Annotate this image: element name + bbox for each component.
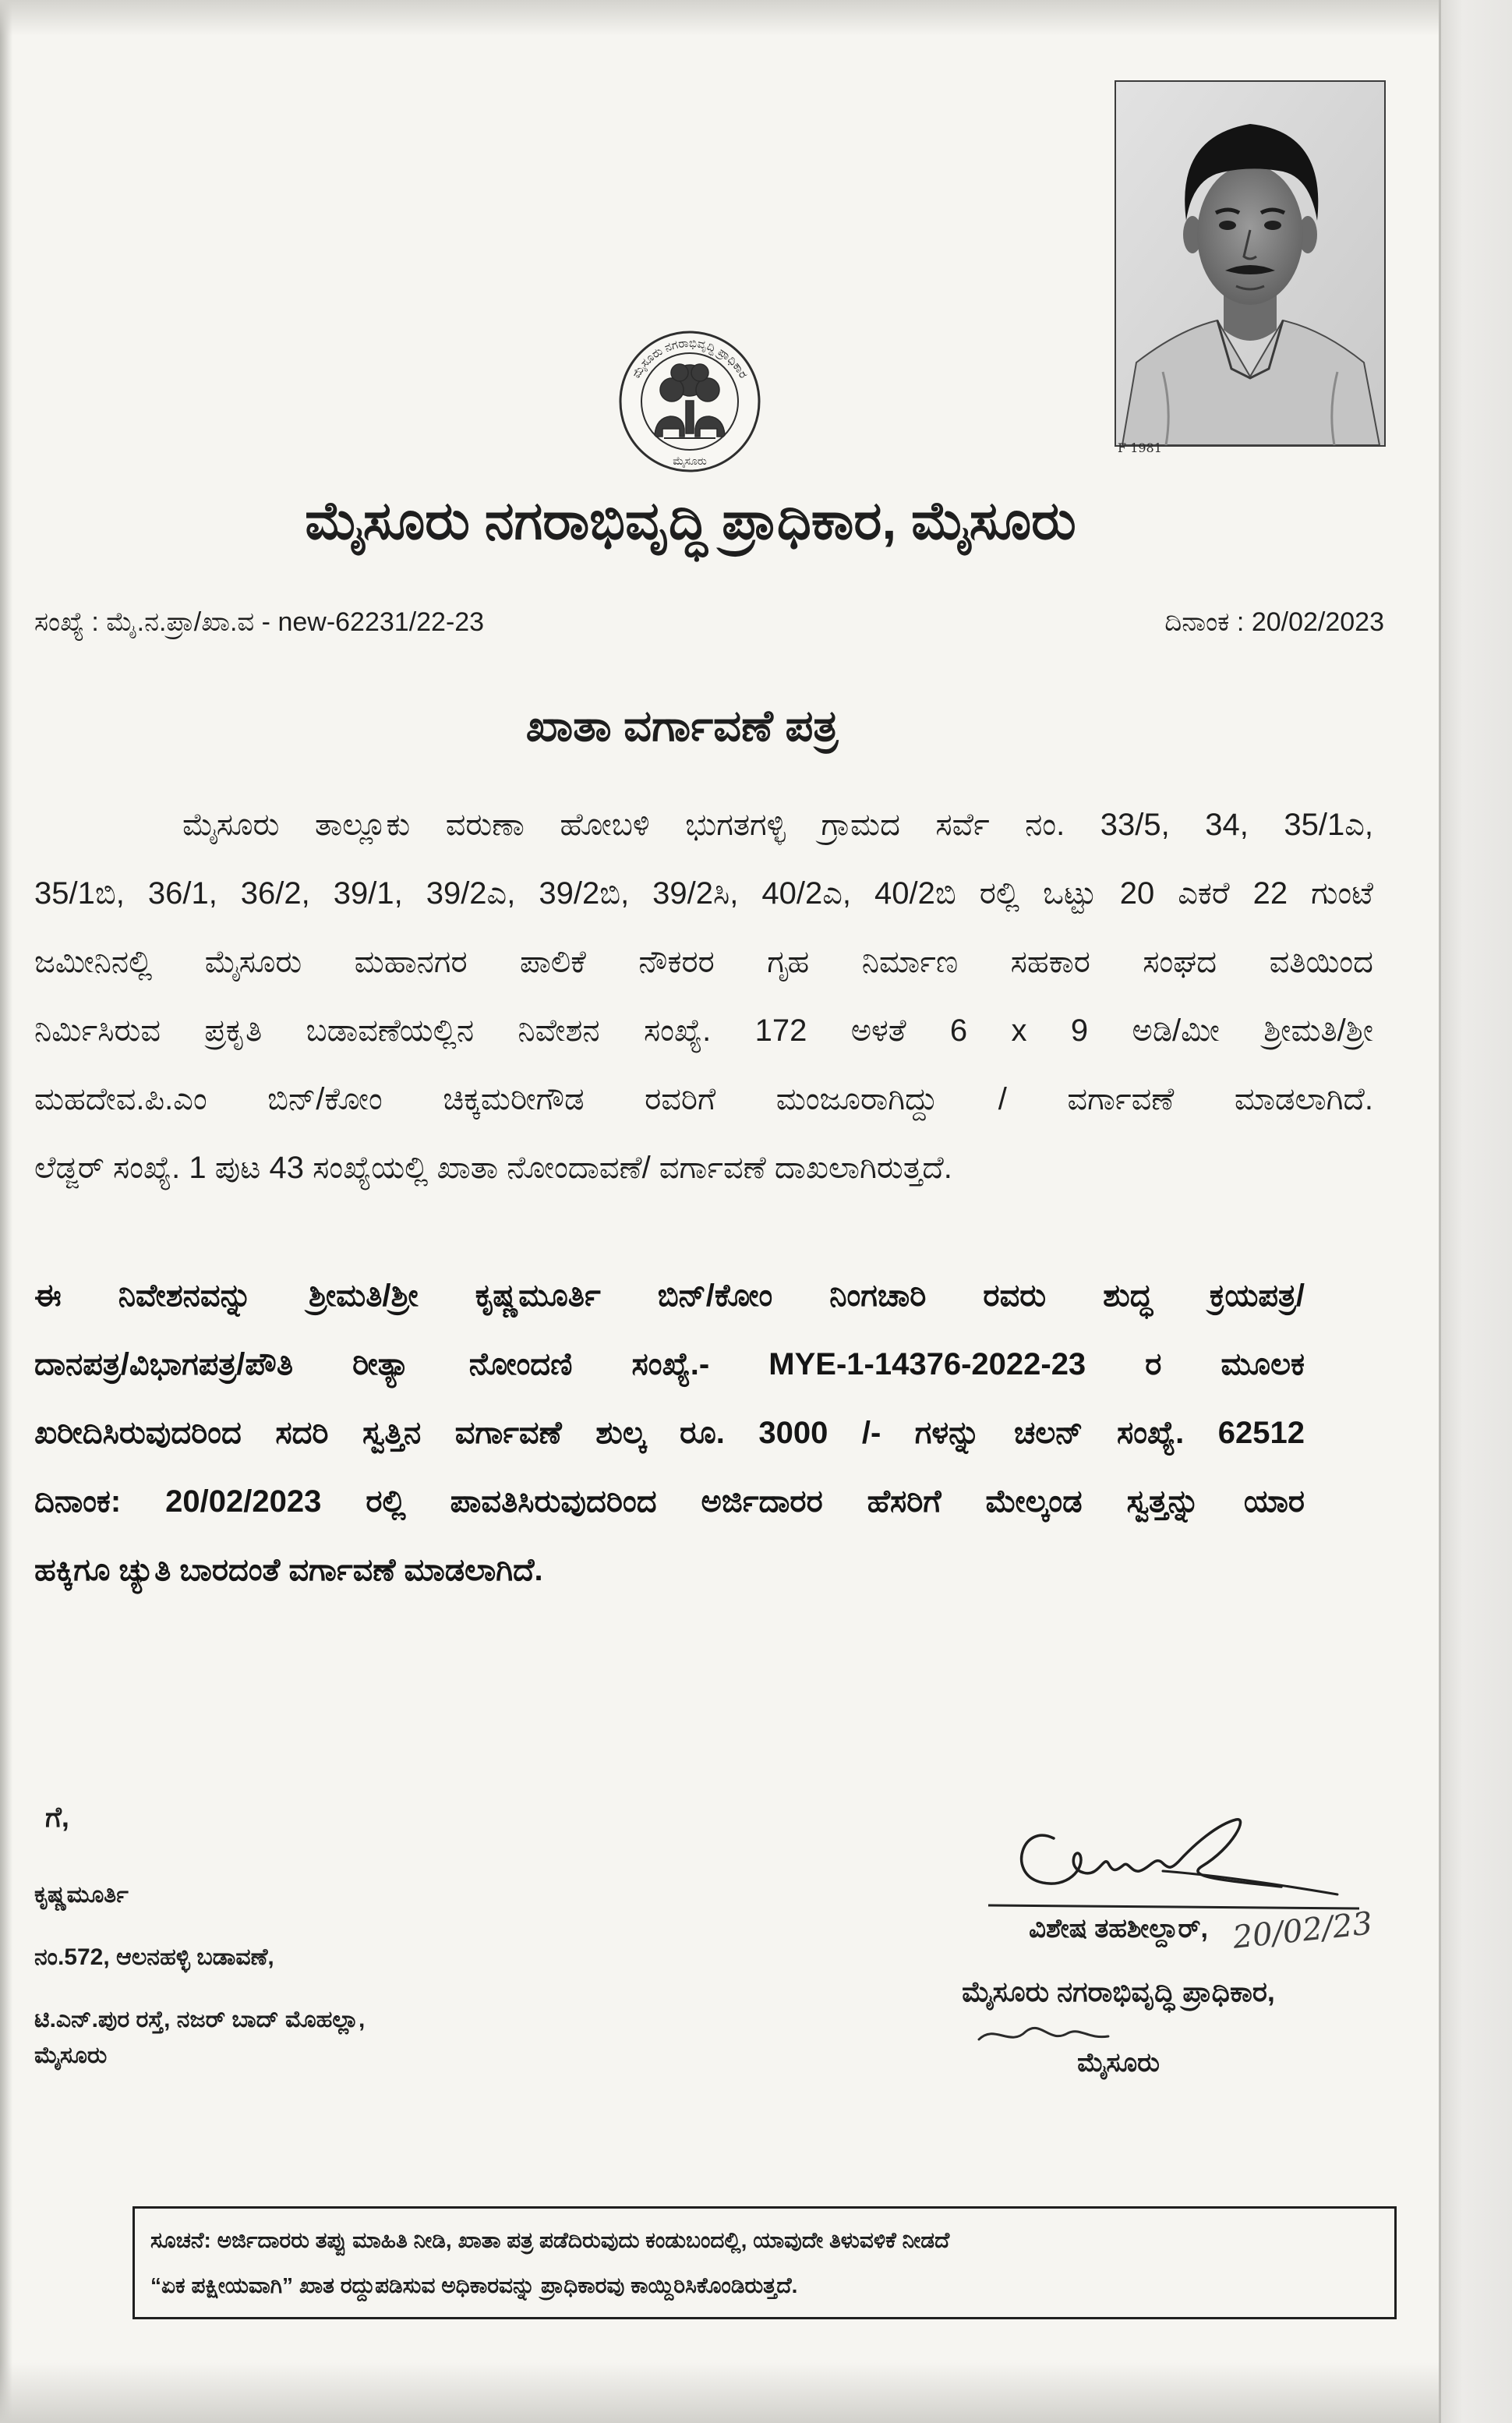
- paragraph-line: ನಿರ್ಮಿಸಿರುವ ಪ್ರಕೃತಿ ಬಡಾವಣೆಯಲ್ಲಿನ ನಿವೇಶನ ಸಂಖ್ಯೆ. 172 ಅಳತೆ 6 x 9 ಅಡಿ/ಮೀ ಶ್ರೀಮತಿ/ಶ್ರೀ: [34, 1013, 1373, 1048]
- notice-box: [132, 2206, 1397, 2319]
- notice-line: ಸೂಚನೆ: ಅರ್ಜಿದಾರರು ತಪ್ಪು ಮಾಹಿತಿ ನೀಡಿ, ಖಾತಾ ಪತ್ರ ಪಡೆದಿರುವುದು ಕಂಡುಬಂದಲ್ಲಿ, ಯಾವುದೇ ತಿಳುವಳಿಕೆ ನೀಡದೆ: [150, 2228, 950, 2252]
- authority-seal-logo: [617, 329, 762, 474]
- scan-top-edge: [0, 0, 1439, 36]
- applicant-portrait: [1116, 82, 1384, 445]
- paragraph-line: ಜಮೀನಿನಲ್ಲಿ ಮೈಸೂರು ಮಹಾನಗರ ಪಾಲಿಕೆ ನೌಕರರ ಗೃಹ ನಿರ್ಮಾಣ ಸಹಕಾರ ಸಂಘದ ವತಿಯಿಂದ: [34, 945, 1373, 979]
- scan-right-margin: [1439, 0, 1512, 2423]
- signatory-city: ಮೈಸೂರು: [1077, 2048, 1160, 2078]
- recipient-city: ಮೈಸೂರು: [34, 2043, 108, 2068]
- photo-caption: F 1981: [1118, 440, 1162, 455]
- recipient-name: ಕೃಷ್ಣಮೂರ್ತಿ: [34, 1882, 129, 1908]
- notice-line: “ಏಕ ಪಕ್ಷೀಯವಾಗಿ” ಖಾತ ರದ್ದುಪಡಿಸುವ ಅಧಿಕಾರವನ್ನು ಪ್ರಾಧಿಕಾರವು ಕಾಯ್ದಿರಿಸಿಕೊಂಡಿರುತ್ತದೆ.: [150, 2273, 798, 2297]
- seal-bottom-text: ಮೈಸೂರು: [673, 455, 707, 467]
- reference-label: ಸಂಖ್ಯೆ :: [34, 607, 99, 637]
- recipient-address-line: ನಂ.572, ಆಲನಹಳ್ಳಿ ಬಡಾವಣೆ,: [34, 1944, 274, 1970]
- paragraph-line: 35/1ಬಿ, 36/1, 36/2, 39/1, 39/2ಎ, 39/2ಬಿ, 39/2ಸಿ, 40/2ಎ, 40/2ಬಿ ರಲ್ಲಿ ಒಟ್ಟು 20 ಎಕರೆ 22 ಗುಂಟೆ: [34, 876, 1373, 911]
- paragraph-line: ದಿನಾಂಕ: 20/02/2023 ರಲ್ಲಿ ಪಾವತಿಸಿರುವುದರಿಂದ ಅರ್ಜಿದಾರರ ಹೆಸರಿಗೆ ಮೇಲ್ಕಂಡ ಸ್ವತ್ತನ್ನು ಯಾರ: [34, 1484, 1305, 1519]
- paragraph-line: ಲೆಡ್ಜರ್ ಸಂಖ್ಯೆ. 1 ಪುಟ 43 ಸಂಖ್ಯೆಯಲ್ಲಿ ಖಾತಾ ನೋಂದಾವಣೆ/ ವರ್ಗಾವಣೆ ದಾಖಲಾಗಿರುತ್ತದೆ.: [34, 1151, 952, 1185]
- applicant-photo: [1115, 80, 1386, 447]
- issue-date-line: [994, 602, 1384, 642]
- date-label: ದಿನಾಂಕ :: [1164, 607, 1245, 637]
- handwritten-sign-date: 20/02/23: [1231, 1905, 1375, 1956]
- recipient-salutation: ಗೆ,: [45, 1801, 69, 1833]
- scan-left-edge: [0, 0, 12, 2423]
- authority-title: ಮೈಸೂರು ನಗರಾಭಿವೃದ್ಧಿ ಪ್ರಾಧಿಕಾರ, ಮೈಸೂರು: [305, 491, 1076, 550]
- paragraph-line: ಮೈಸೂರು ತಾಲ್ಲೂಕು ವರುಣಾ ಹೋಬಳಿ ಭುಗತಗಳ್ಳಿ ಗ್ರಾಮದ ಸರ್ವೆ ನಂ. 33/5, 34, 35/1ಎ,: [182, 808, 1373, 842]
- paragraph-line: ದಾನಪತ್ರ/ವಿಭಾಗಪತ್ರ/ಪೌತಿ ರೀತ್ಯಾ ನೋಂದಣಿ ಸಂಖ್ಯೆ.- MYE-1-14376-2022-23 ರ ಮೂಲಕ: [34, 1347, 1305, 1381]
- reference-number: ಮೈ.ನ.ಪ್ರಾ/ಖಾ.ವ - new-62231/22-23: [106, 607, 485, 637]
- reference-number-line: [34, 602, 814, 642]
- paragraph-line: ಖರೀದಿಸಿರುವುದರಿಂದ ಸದರಿ ಸ್ವತ್ತಿನ ವರ್ಗಾವಣೆ ಶುಲ್ಕ ರೂ. 3000 /- ಗಳನ್ನು ಚಲನ್ ಸಂಖ್ಯೆ. 62512: [34, 1416, 1305, 1450]
- signatory-office: ಮೈಸೂರು ನಗರಾಭಿವೃದ್ಧಿ ಪ್ರಾಧಿಕಾರ,: [962, 1976, 1275, 2007]
- paragraph-line: ಈ ನಿವೇಶನವನ್ನು ಶ್ರೀಮತಿ/ಶ್ರೀ ಕೃಷ್ಣಮೂರ್ತಿ ಬಿನ್/ಕೋಂ ನಿಂಗಚಾರಿ ರವರು ಶುದ್ಧ ಕ್ರಯಪತ್ರ/: [34, 1279, 1305, 1313]
- document-title: ಖಾತಾ ವರ್ಗಾವಣೆ ಪತ್ರ: [525, 701, 839, 750]
- date-value: 20/02/2023: [1251, 607, 1384, 637]
- paragraph-allotment: [34, 791, 1373, 1202]
- signatory-designation: ವಿಶೇಷ ತಹಶೀಲ್ದಾರ್,: [1029, 1914, 1208, 1944]
- officer-signature: [966, 1793, 1372, 1918]
- paragraph-line: ಮಹದೇವ.ಪಿ.ಎಂ ಬಿನ್/ಕೋಂ ಚಿಕ್ಕಮರೀಗೌಡ ರವರಿಗೆ ಮಂಜೂರಾಗಿದ್ದು / ವರ್ಗಾವಣೆ ಮಾಡಲಾಗಿದೆ.: [34, 1082, 1373, 1116]
- seal-top-text: ಮೈಸೂರು ನಗರಾಭಿವೃದ್ಧಿ ಪ್ರಾಧಿಕಾರ: [629, 336, 751, 381]
- paragraph-line: ಹಕ್ಕಿಗೂ ಚ್ಯುತಿ ಬಾರದಂತೆ ವರ್ಗಾವಣೆ ಮಾಡಲಾಗಿದೆ.: [34, 1553, 543, 1587]
- scan-bottom-edge: [0, 2362, 1439, 2423]
- recipient-address-line: ಟಿ.ಎನ್.ಪುರ ರಸ್ತೆ, ನಜರ್ ಬಾದ್ ಮೊಹಲ್ಲಾ,: [34, 2007, 366, 2032]
- paragraph-transfer: [34, 1261, 1305, 1604]
